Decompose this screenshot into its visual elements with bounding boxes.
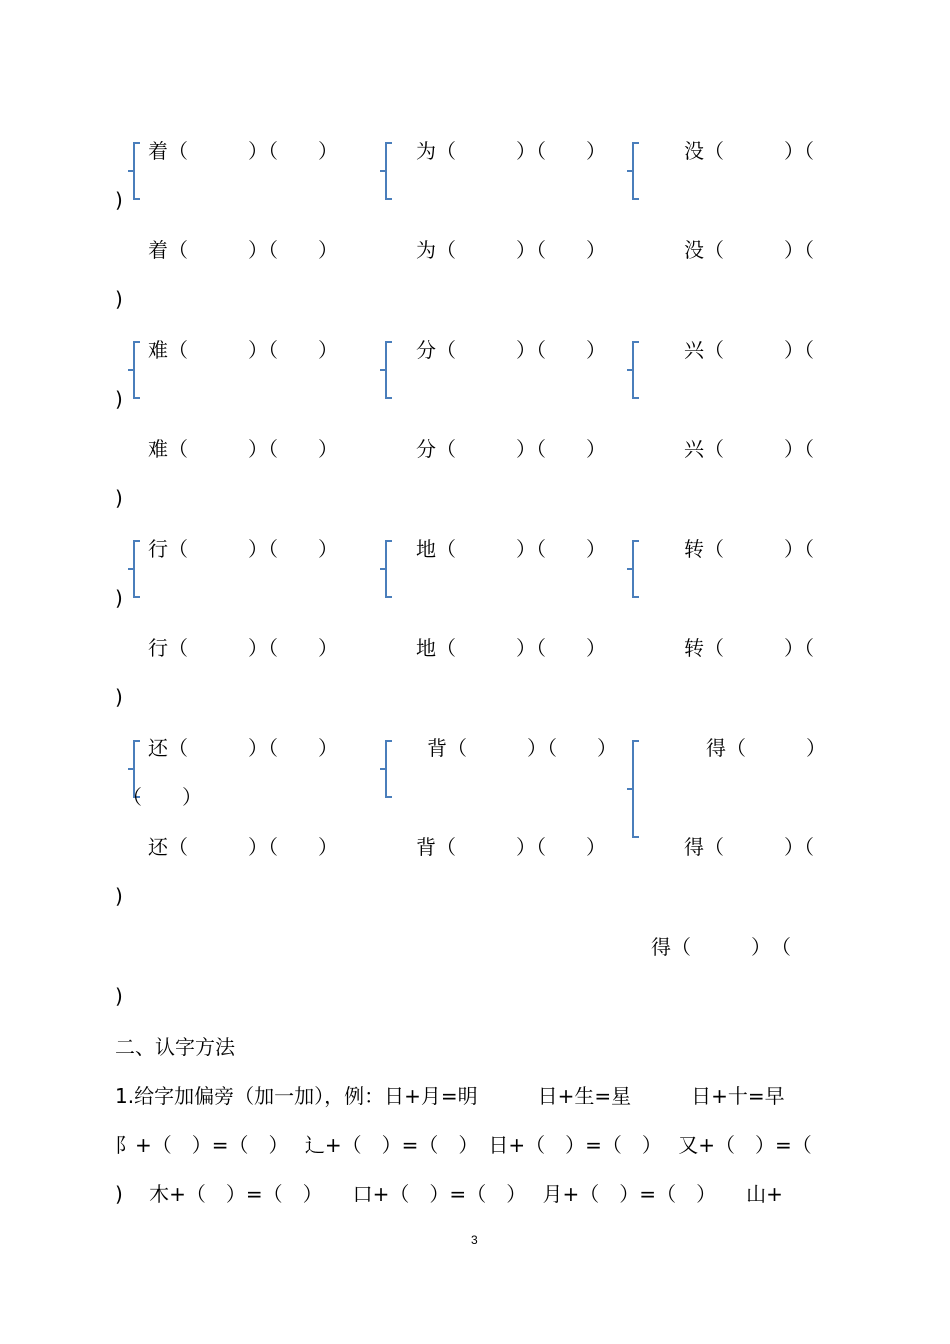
row-9-tail: ) <box>115 984 123 1008</box>
row-4-tail: ) <box>115 486 123 510</box>
row-4-col-1: 难（ ）（ ） <box>148 437 338 461</box>
row-9-col-3: 得（ ） （ <box>651 935 791 959</box>
exercise-line-3: ) 木+（ ）=（ ） 口+（ ）=（ ） 月+（ ）=（ ） 山+ <box>115 1182 783 1206</box>
bracket-icon <box>133 341 135 399</box>
row-7-col-3: 得（ ） <box>706 736 826 760</box>
row-1-tail: ) <box>115 188 123 212</box>
bracket-icon <box>133 540 135 598</box>
row-6-col-1: 行（ ）（ ） <box>148 636 338 660</box>
row-2-col-1: 着（ ）（ ） <box>148 238 338 262</box>
bracket-icon <box>385 341 387 399</box>
row-7-col-1: 还（ ）（ ） <box>148 736 338 760</box>
row-7-tail: （ ） <box>122 785 202 809</box>
row-1-col-2: 为（ ）（ ） <box>416 139 606 163</box>
section-title: 二、认字方法 <box>115 1035 235 1059</box>
bracket-icon <box>632 142 634 200</box>
exercise-line-2: 阝+（ ）=（ ） 辶+（ ）=（ ） 日+（ ）=（ ） 又+（ ）=（ <box>115 1133 812 1157</box>
bracket-icon <box>133 142 135 200</box>
row-1-col-3: 没（ ）（ <box>684 139 814 163</box>
row-3-col-3: 兴（ ）（ <box>684 338 814 362</box>
row-5-col-1: 行（ ）（ ） <box>148 537 338 561</box>
bracket-icon <box>385 540 387 598</box>
row-4-col-2: 分（ ）（ ） <box>416 437 606 461</box>
exercise-item-1: 1.给字加偏旁（加一加），例：日+月=明 日+生=星 日+十=早 <box>115 1084 785 1108</box>
row-7-col-2: 背（ ）（ ） <box>427 736 617 760</box>
row-4-col-3: 兴（ ）（ <box>684 437 814 461</box>
bracket-icon <box>385 740 387 798</box>
row-5-col-2: 地（ ）（ ） <box>416 537 606 561</box>
row-5-col-3: 转（ ）（ <box>684 537 814 561</box>
bracket-icon <box>632 341 634 399</box>
row-8-col-3: 得（ ）（ <box>684 835 814 859</box>
row-2-col-3: 没（ ）（ <box>684 238 814 262</box>
row-3-tail: ) <box>115 387 123 411</box>
bracket-icon <box>385 142 387 200</box>
page-number: 3 <box>471 1233 478 1247</box>
row-1-col-1: 着（ ）（ ） <box>148 139 338 163</box>
row-2-col-2: 为（ ）（ ） <box>416 238 606 262</box>
row-8-col-1: 还（ ）（ ） <box>148 835 338 859</box>
bracket-icon <box>632 740 634 838</box>
row-8-col-2: 背（ ）（ ） <box>416 835 606 859</box>
row-6-col-2: 地（ ）（ ） <box>416 636 606 660</box>
row-6-col-3: 转（ ）（ <box>684 636 814 660</box>
row-8-tail: ) <box>115 884 123 908</box>
row-3-col-2: 分（ ）（ ） <box>416 338 606 362</box>
row-5-tail: ) <box>115 586 123 610</box>
bracket-icon <box>632 540 634 598</box>
row-6-tail: ) <box>115 685 123 709</box>
row-3-col-1: 难（ ）（ ） <box>148 338 338 362</box>
row-2-tail: ) <box>115 287 123 311</box>
